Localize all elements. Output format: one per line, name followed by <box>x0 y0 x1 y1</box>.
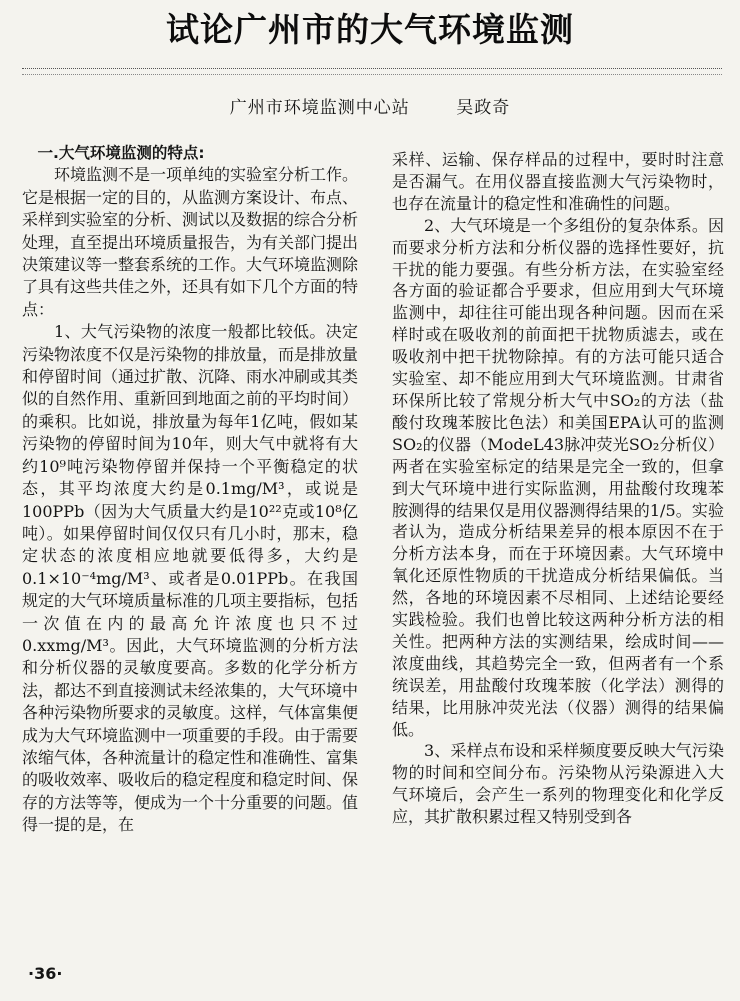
title-divider <box>22 68 722 69</box>
section-heading: 一.大气环境监测的特点: <box>37 144 205 162</box>
title-divider-secondary <box>22 74 722 75</box>
byline <box>0 93 740 118</box>
article-title: 试论广州市的大气环境监测 <box>166 10 574 49</box>
body-paragraph: 环境监测不是一项单纯的实验室分析工作。它是根据一定的目的，从监测方案设计、布点、采样到实验室的分析、测试以及数据的综合分析处理，直至提出环境质量报告，为有关部门提出决策建议等一整套系统的工作。大气环境监测除了具有这些共佳之外，还具有如下几个方面的特点： <box>22 165 359 319</box>
left-column <box>22 142 358 837</box>
byline-author: 吴政奇 <box>456 98 511 118</box>
right-column <box>392 149 724 828</box>
page-number: ·36· <box>28 964 63 983</box>
body-paragraph: 采样、运输、保存样品的过程中，要时时注意是否漏气。在用仪器直接监测大气污染物时，也存在流量计的稳定性和准确性的问题。 <box>392 150 724 213</box>
body-paragraph: 2、大气环境是一个多组份的复杂体系。因而要求分析方法和分析仪器的选择性要好，抗干扰的能力要强。有些分析方法，在实验室经各方面的验证都合乎要求，但应用到大气环境监测中，却往往可能出现各种问题。因而在采样时或在吸收剂的前面把干扰物质滤去，或在吸收剂中把干扰物除掉。有的方法可能只适合实验室、却不能应用到大气环境监测。甘肃省环保所比较了常规分析大气中SO₂的方法（盐酸付玫瑰苯胺比色法）和美国EPA认可的监测SO₂的仪器（ModeL43脉冲荧光SO₂分析仪）两者在实验室标定的结果是完全一致的，但拿到大气环境中进行实际监测，用盐酸付玫瑰苯胺测得的结果仅是用仪器测得结果的1/5。实验者认为，造成分析结果差异的根本原因不在于分析方法本身，而在于环境因素。大气环境中氧化还原性物质的干扰造成分析结果偏低。当然，各地的环境因素不尽相同、上述结论要经实践检验。我们也曾比较这两种分析方法的相关性。把两种方法的实测结果，绘成时间——浓度曲线，其趋势完全一致，但两者有一个系统误差，用盐酸付玫瑰苯胺（化学法）测得的结果，比用脉冲荧光法（仪器）测得的结果偏低。 <box>392 215 724 739</box>
body-paragraph: 1、大气污染物的浓度一般都比较低。决定污染物浓度不仅是污染物的排放量，而是排放量和停留时间（通过扩散、沉降、雨水冲刷或其类似的自然作用、重新回到地面之前的平均时间）的乘积。比如说，排放量为每年1亿吨，假如某污染物的停留时间为10年，则大气中就将有大约10⁹吨污染物停留并保持一个平衡稳定的状态，其平均浓度大约是0.1mg/M³，或说是100PPb（因为大气质量大约是10²²克或10⁸亿吨）。如果停留时间仅仅只有几小时，那末，稳定状态的浓度相应地就要低得多，大约是0.1×10⁻⁴mg/M³、或者是0.01PPb。在我国规定的大气环境质量标准的几项主要指标，包括一次值在内的最高允许浓度也只不过0.xxmg/M³。因此，大气环境监测的分析方法和分析仪器的灵敏度要高。多数的化学分析方法，都达不到直接测试未经浓集的，大气环境中各种污染物所要求的灵敏度。这样，气体富集便成为大气环境监测中一项重要的手段。由于需要浓缩气体，各种流量计的稳定性和准确性、富集的吸收效率、吸收后的稳定程度和稳定时间、保存的方法等等，便成为一个十分重要的问题。值得一提的是，在 <box>22 322 359 835</box>
body-paragraph: 3、采样点布设和采样频度要反映大气污染物的时间和空间分布。污染物从污染源进入大气环境后，会产生一系列的物理变化和化学反应，其扩散积累过程又特别受到各 <box>392 741 724 827</box>
byline-organization: 广州市环境监测中心站 <box>229 98 410 118</box>
